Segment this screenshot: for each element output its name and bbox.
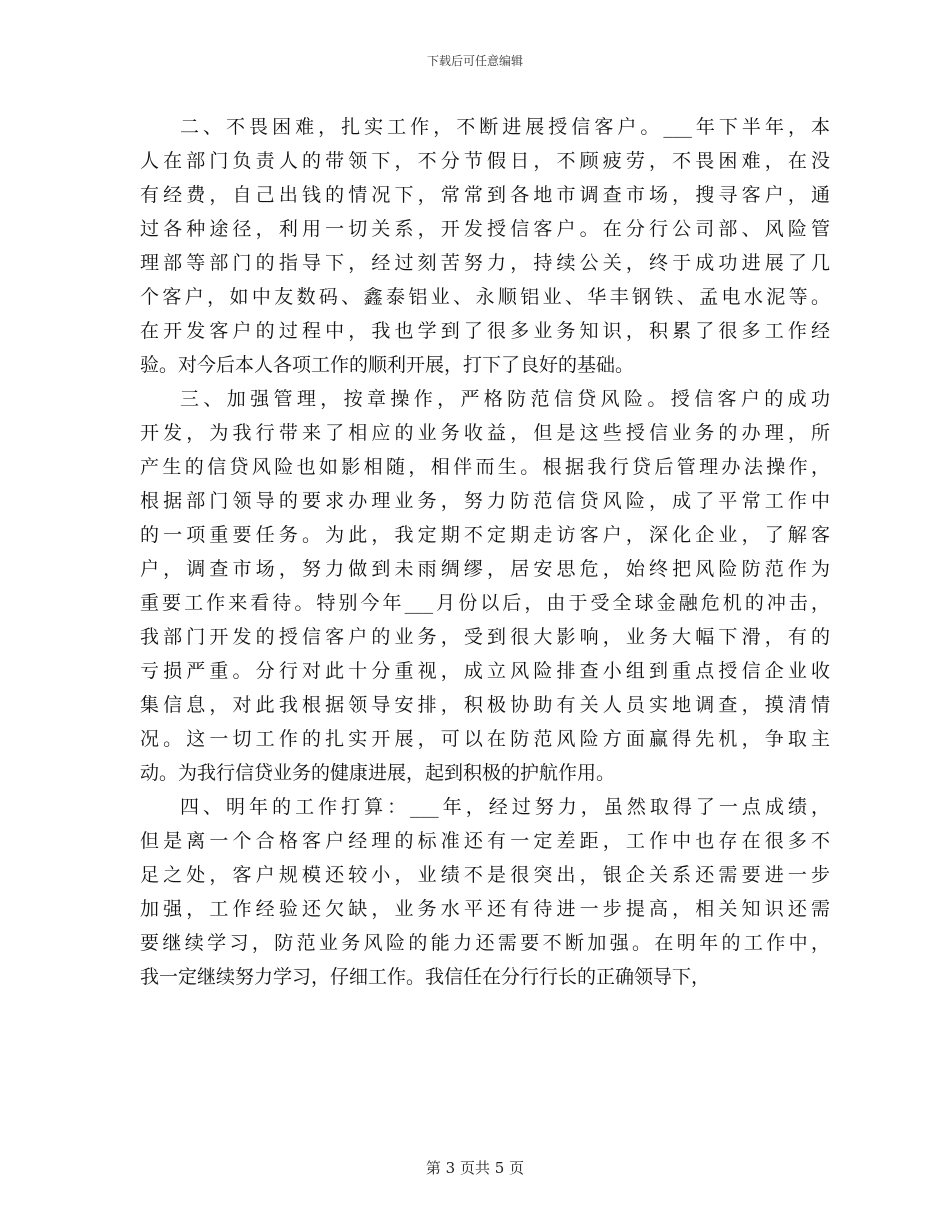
text-line: 有经费，自己出钱的情况下，常常到各地市调查市场，搜寻客户，通 [140, 184, 830, 206]
text-line: 的一项重要任务。为此，我定期不定期走访客户，深化企业，了解客 [140, 524, 830, 546]
text-line: 过各种途径，利用一切关系，开发授信客户。在分行公司部、风险管 [140, 218, 830, 240]
text-line: 产生的信贷风险也如影相随，相伴而生。根据我行贷后管理办法操作， [140, 456, 830, 478]
text-line: 足之处，客户规模还较小，业绩不是很突出，银企关系还需要进一步 [140, 864, 830, 886]
text-line: 开发，为我行带来了相应的业务收益，但是这些授信业务的办理，所 [140, 422, 830, 444]
text-line: 我一定继续努力学习，仔细工作。我信任在分行行长的正确领导下， [140, 966, 711, 988]
page-header: 下载后可任意编辑 [426, 54, 523, 68]
text-line: 个客户，如中友数码、鑫泰铝业、永顺铝业、华丰钢铁、孟电水泥等。 [140, 286, 830, 308]
page-number: 第 3 页共 5 页 [425, 1159, 525, 1177]
text-line: 动。为我行信贷业务的健康进展，起到积极的护航作用。 [140, 762, 616, 784]
text-line: 人在部门负责人的带领下，不分节假日，不顾疲劳，不畏困难，在没 [140, 150, 830, 172]
text-line: 加强，工作经验还欠缺，业务水平还有待进一步提高，相关知识还需 [140, 898, 830, 920]
text-line: 验。对今后本人各项工作的顺利开展，打下了良好的基础。 [140, 354, 635, 376]
text-line: 况。这一切工作的扎实开展，可以在防范风险方面赢得先机，争取主 [140, 728, 830, 750]
text-line: 集信息，对此我根据领导安排，积极协助有关人员实地调查，摸清情 [140, 694, 830, 716]
paragraph-2 [140, 110, 830, 382]
text-line: 在开发客户的过程中，我也学到了很多业务知识，积累了很多工作经 [140, 320, 830, 342]
paragraph-3 [140, 382, 830, 790]
paragraph-4 [140, 790, 830, 994]
text-line: 四、明年的工作打算：___年，经过努力，虽然取得了一点成绩， [180, 796, 830, 818]
text-line: 理部等部门的指导下，经过刻苦努力，持续公关，终于成功进展了几 [140, 252, 830, 274]
text-line: 三、加强管理，按章操作，严格防范信贷风险。授信客户的成功 [180, 388, 830, 410]
document-body [140, 110, 830, 994]
text-line: 户，调查市场，努力做到未雨绸缪，居安思危，始终把风险防范作为 [140, 558, 830, 580]
text-line: 重要工作来看待。特别今年___月份以后，由于受全球金融危机的冲击， [140, 592, 830, 614]
text-line: 二、不畏困难，扎实工作，不断进展授信客户。___年下半年，本 [180, 116, 830, 138]
text-line: 我部门开发的授信客户的业务，受到很大影响，业务大幅下滑，有的 [140, 626, 830, 648]
text-line: 要继续学习，防范业务风险的能力还需要不断加强。在明年的工作中， [140, 932, 830, 954]
text-line: 根据部门领导的要求办理业务，努力防范信贷风险，成了平常工作中 [140, 490, 830, 512]
text-line: 亏损严重。分行对此十分重视，成立风险排查小组到重点授信企业收 [140, 660, 830, 682]
text-line: 但是离一个合格客户经理的标准还有一定差距，工作中也存在很多不 [140, 830, 830, 852]
